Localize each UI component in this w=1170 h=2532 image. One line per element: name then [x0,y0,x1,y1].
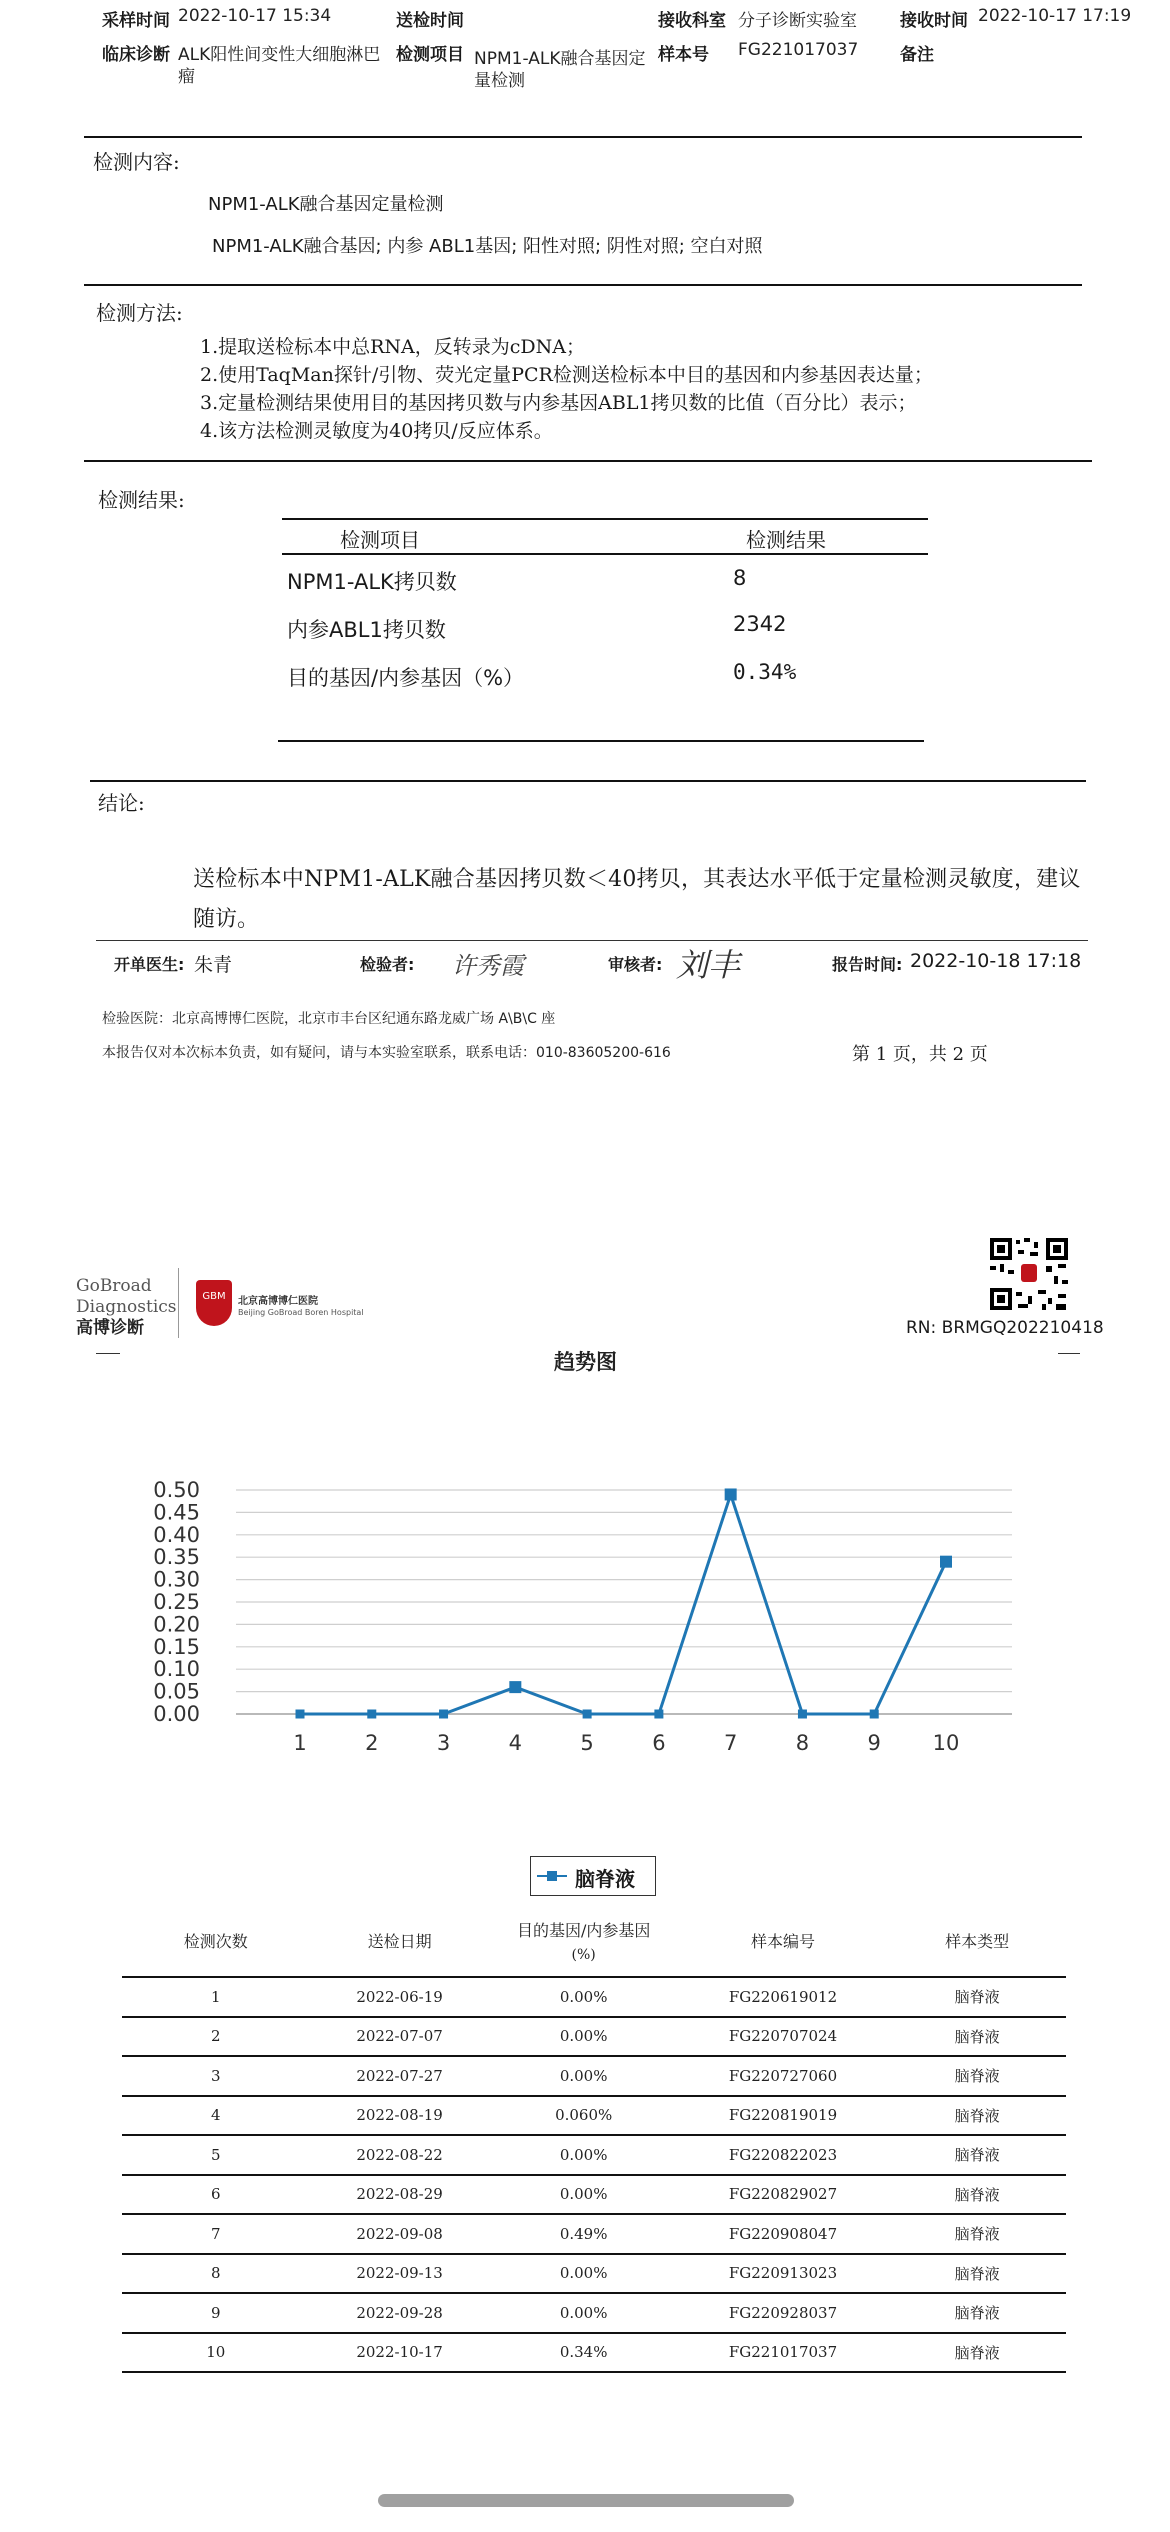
data-point [940,1556,952,1568]
content-title: 检测内容: [93,150,180,174]
header-cell: 样本类型 [945,1931,1010,1951]
table-cell: 脑脊液 [888,2056,1066,2096]
method-step: 2.使用TaqMan探针/引物、荧光定量PCR检测送检标本中目的基因和内参基因表达量； [200,364,933,386]
reviewer-signature: 刘丰 [676,946,741,984]
table-cell: 0.00% [490,2254,678,2294]
data-point [798,1710,807,1719]
table-cell: 2022-09-08 [310,2214,490,2254]
table-row [122,2293,1066,2333]
results-table-header-line [282,553,928,555]
table-cell: FG220707024 [678,2017,889,2057]
result-value: 0.34% [733,660,797,684]
logo-line: Diagnostics [76,1297,177,1317]
trend-line-chart [120,1400,1040,1820]
sample-time: 2022-10-17 15:34 [178,6,332,26]
disclaimer: 本报告仅对本次标本负责，如有疑问，请与本实验室联系，联系电话：010-83605200-616 [102,1045,671,1061]
y-tick-label: 0.25 [153,1590,200,1614]
table-cell: FG220819019 [678,2096,889,2136]
header-cell-line: 目的基因/内参基因 [516,1920,651,1940]
y-tick-label: 0.35 [153,1545,200,1570]
table-cell: FG220822023 [678,2135,889,2175]
data-point [367,1710,376,1719]
series-line [300,1494,946,1714]
table-row [122,2175,1066,2215]
table-cell: 2 [122,2017,310,2057]
table-cell: 2022-06-19 [310,1977,490,2017]
y-tick-label: 0.40 [153,1522,200,1547]
hospital-line: 检验医院：北京高博博仁医院，北京市丰台区纪通东路龙威广场 A\B\C 座 [102,1011,556,1027]
chart-title: 趋势图 [554,1350,617,1374]
y-tick-label: 0.50 [153,1478,200,1502]
corner-mark [1058,1353,1080,1354]
trend-table-header [122,1904,1066,1977]
result-value: 8 [733,566,747,590]
table-cell: 0.49% [490,2214,678,2254]
table-cell: 脑脊液 [888,2214,1066,2254]
x-tick-label: 8 [795,1731,810,1755]
y-tick-label: 0.30 [153,1567,200,1592]
table-cell: 2022-10-17 [310,2333,490,2373]
table-row [122,2135,1066,2175]
x-tick-label: 3 [436,1731,451,1755]
table-cell: 脑脊液 [888,1977,1066,2017]
content-line2: NPM1-ALK融合基因; 内参 ABL1基因; 阳性对照; 阴性对照; 空白对照 [212,236,763,257]
trend-table [122,1904,1066,2373]
hospital-name-cn: 北京高博博仁医院 [238,1296,318,1307]
y-tick-label: 0.10 [153,1657,200,1682]
x-tick-label: 5 [580,1731,594,1755]
method-title: 检测方法: [96,301,183,325]
table-cell: 2022-08-19 [310,2096,490,2136]
table-row [122,2214,1066,2254]
table-cell: 2022-09-28 [310,2293,490,2333]
data-point [870,1710,879,1719]
table-cell: 2022-07-07 [310,2017,490,2057]
conclusion-title: 结论: [98,791,145,815]
table-cell: 0.00% [490,2056,678,2096]
logo-line: GoBroad [76,1276,152,1296]
sample-time-label: 采样时间 [102,11,170,31]
method-steps [200,333,933,445]
table-cell: 0.00% [490,1977,678,2017]
method-step: 4.该方法检测灵敏度为40拷贝/反应体系。 [200,420,553,442]
y-tick-label: 0.00 [153,1702,200,1726]
y-tick-label: 0.05 [153,1679,200,1704]
reviewer-label: 审核者: [608,955,663,974]
dept-label: 接收科室 [658,11,726,31]
legend-marker-icon [547,1871,557,1881]
x-tick-label: 7 [723,1731,738,1755]
table-cell: 2022-08-22 [310,2135,490,2175]
inspector-signature: 许秀霞 [452,952,524,980]
table-row [122,2056,1066,2096]
divider [84,136,1082,138]
table-row [122,2333,1066,2373]
table-cell: 7 [122,2214,310,2254]
hospital-name-en: Beijing GoBroad Boren Hospital [238,1308,364,1317]
gobroad-logo [76,1276,177,1339]
table-cell: 2022-09-13 [310,2254,490,2294]
table-cell: 1 [122,1977,310,2017]
home-indicator[interactable] [378,2494,794,2507]
table-row [122,1977,1066,2017]
chart-legend [530,1856,656,1896]
submit-time-label: 送检时间 [396,11,464,31]
table-cell: 6 [122,2175,310,2215]
x-tick-label: 10 [932,1731,960,1755]
conclusion-line1: 送检标本中NPM1-ALK融合基因拷贝数＜40拷贝，其表达水平低于定量检测灵敏度，建议 [193,867,1081,892]
table-cell: 2022-07-27 [310,2056,490,2096]
table-cell: FG220913023 [678,2254,889,2294]
data-point [509,1681,521,1693]
legend-label: 脑脊液 [575,1867,635,1891]
table-cell: 0.00% [490,2175,678,2215]
data-point [296,1710,305,1719]
qr-code-icon [988,1236,1070,1312]
x-tick-label: 9 [867,1731,881,1755]
x-tick-label: 4 [508,1731,523,1755]
remark-label: 备注 [900,45,934,65]
test-item-label: 检测项目 [396,45,464,65]
result-item: 内参ABL1拷贝数 [287,618,446,642]
page-info: 第 1 页，共 2 页 [852,1044,988,1065]
rn-number: RN: BRMGQ202210418 [906,1318,1104,1338]
logo-separator [178,1268,179,1338]
results-col-result: 检测结果 [746,528,826,552]
divider [84,284,1082,286]
report-time-label: 报告时间: [832,955,903,974]
x-tick-label: 6 [652,1731,666,1755]
content-line1: NPM1-ALK融合基因定量检测 [208,194,444,215]
table-cell: FG220928037 [678,2293,889,2333]
table-cell: 脑脊液 [888,2017,1066,2057]
table-cell: 5 [122,2135,310,2175]
header-cell [490,1904,678,1977]
inspector-label: 检验者: [360,955,415,974]
method-step: 1.提取送检标本中总RNA，反转录为cDNA； [200,336,586,358]
header-cell: 检测次数 [183,1931,248,1951]
y-tick-label: 0.20 [153,1612,200,1637]
method-step: 3.定量检测结果使用目的基因拷贝数与内参基因ABL1拷贝数的比值（百分比）表示； [200,392,917,414]
recv-time-label: 接收时间 [900,11,968,31]
table-row [122,2096,1066,2136]
table-cell: FG220727060 [678,2056,889,2096]
test-item-line1: NPM1-ALK融合基因定 [474,49,646,69]
table-cell: FG220908047 [678,2214,889,2254]
results-table-top [282,518,928,520]
data-point [583,1710,592,1719]
divider [84,460,1092,462]
table-cell: 3 [122,2056,310,2096]
logo-line: 高博诊断 [76,1318,144,1338]
table-cell: 10 [122,2333,310,2373]
diagnosis-line2: 瘤 [178,67,195,87]
table-cell: FG221017037 [678,2333,889,2373]
results-title: 检测结果: [98,488,185,512]
table-cell: 0.00% [490,2017,678,2057]
y-tick-label: 0.45 [153,1500,200,1525]
table-cell: 0.00% [490,2135,678,2175]
table-cell: 脑脊液 [888,2096,1066,2136]
header-cell: 样本编号 [750,1931,815,1951]
table-cell: 脑脊液 [888,2135,1066,2175]
header-cell: 送检日期 [367,1931,432,1951]
table-cell: 9 [122,2293,310,2333]
divider [96,940,1088,941]
sample-no-label: 样本号 [658,45,709,65]
table-cell: 脑脊液 [888,2333,1066,2373]
result-item: 目的基因/内参基因（%） [287,666,525,690]
table-cell: FG220619012 [678,1977,889,2017]
table-cell: 4 [122,2096,310,2136]
report-time: 2022-10-18 17:18 [910,950,1082,972]
result-value: 2342 [733,612,787,636]
table-row [122,2017,1066,2057]
table-cell: FG220829027 [678,2175,889,2215]
header-cell-line: (%) [571,1946,596,1963]
diagnosis-label: 临床诊断 [102,45,170,65]
hospital-shield-icon: GBM [196,1280,232,1326]
table-cell: 0.00% [490,2293,678,2333]
doctor-name: 朱青 [194,954,233,976]
sample-no: FG221017037 [738,40,859,60]
doctor-label: 开单医生: [114,955,185,974]
dept: 分子诊断实验室 [738,11,857,31]
diagnosis-line1: ALK阳性间变性大细胞淋巴 [178,45,381,65]
result-item: NPM1-ALK拷贝数 [287,570,457,594]
conclusion-line2: 随访。 [193,907,260,932]
recv-time: 2022-10-17 17:19 [978,6,1132,26]
table-cell: 0.060% [490,2096,678,2136]
table-cell: 脑脊液 [888,2254,1066,2294]
table-cell: 脑脊液 [888,2175,1066,2215]
results-col-item: 检测项目 [340,528,420,552]
y-tick-label: 0.15 [153,1634,200,1659]
results-table-bottom [278,740,924,742]
data-point [725,1488,737,1500]
table-cell: 8 [122,2254,310,2294]
corner-mark [96,1353,120,1354]
x-tick-label: 2 [365,1731,379,1755]
data-point [654,1710,663,1719]
table-cell: 2022-08-29 [310,2175,490,2215]
table-cell: 0.34% [490,2333,678,2373]
table-row [122,2254,1066,2294]
x-tick-label: 1 [293,1731,307,1755]
table-cell: 脑脊液 [888,2293,1066,2333]
divider [90,780,1086,782]
test-item-line2: 量检测 [474,71,525,91]
data-point [439,1710,448,1719]
